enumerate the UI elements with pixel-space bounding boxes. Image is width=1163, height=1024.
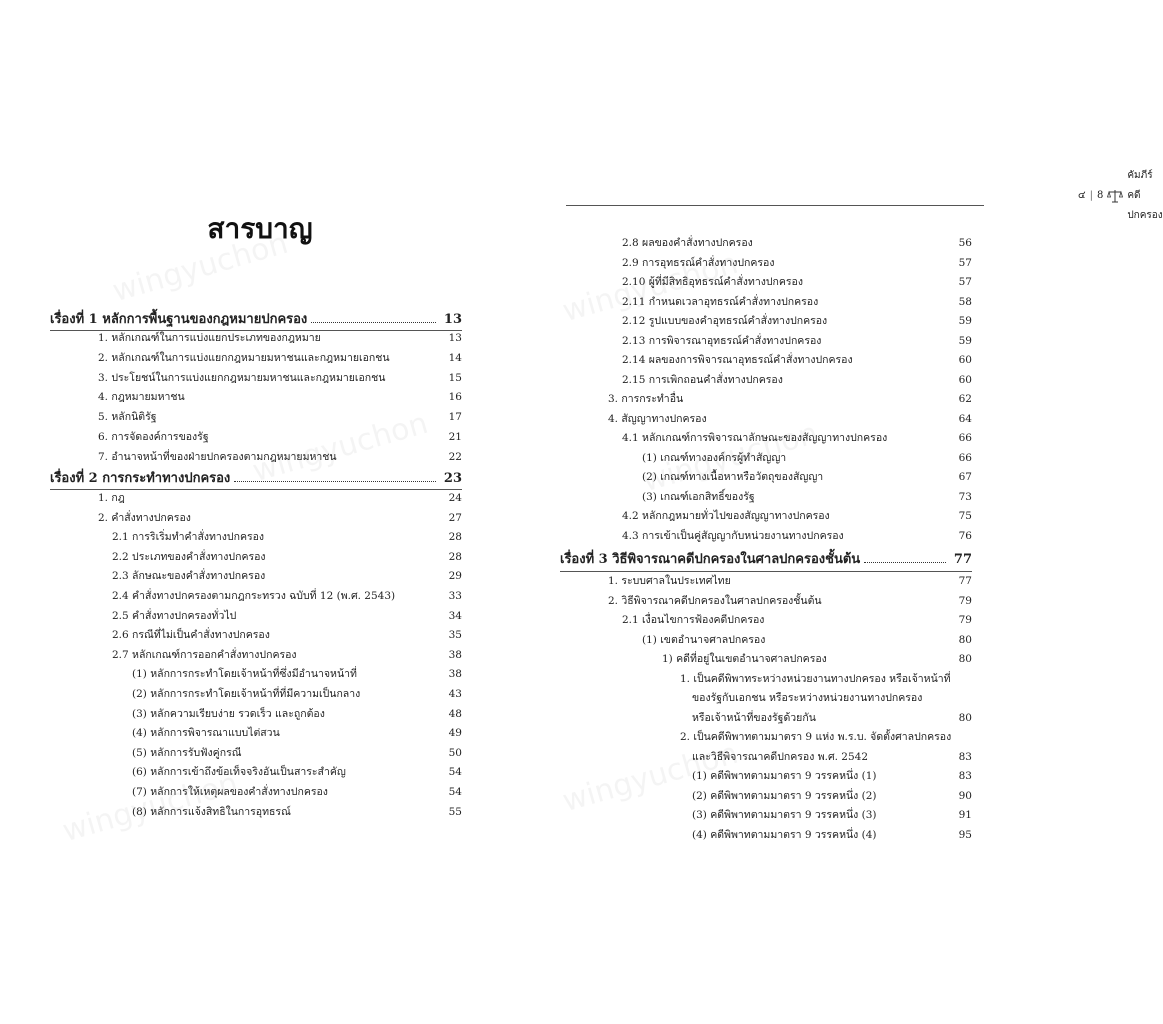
toc-entry-page: 28: [448, 531, 462, 544]
chapter-label: เรื่องที่ 2 การกระทำทางปกครอง: [50, 471, 231, 486]
chapter-label: เรื่องที่ 1 หลักการพื้นฐานของกฎหมายปกครอง: [50, 312, 308, 327]
toc-entry: [692, 688, 972, 708]
toc-entry-page: 66: [958, 451, 972, 464]
toc-entry: [692, 747, 972, 767]
toc-entry-page: 55: [448, 805, 462, 818]
toc-entry: [680, 727, 972, 747]
header-separator: |: [1089, 190, 1093, 201]
toc-entry-page: 79: [958, 614, 972, 626]
toc-entry-label: (3) คดีพิพาทตามมาตรา 9 วรรคหนึ่ง (3): [692, 809, 877, 821]
toc-entry-page: 67: [958, 471, 972, 483]
toc-entry-label: (1) เขตอำนาจศาลปกครอง: [642, 633, 766, 646]
toc-entry-label: ของรัฐกับเอกชน หรือระหว่างหน่วยงานทางปกครอง: [692, 692, 923, 704]
toc-entry-page: 14: [448, 351, 462, 364]
toc-entry: [132, 802, 462, 822]
toc-entry: [132, 762, 462, 782]
toc-entry-page: 60: [958, 373, 972, 386]
toc-entry: [98, 488, 462, 508]
toc-entry: [622, 233, 972, 253]
toc-entry-page: 16: [448, 391, 462, 404]
toc-entry-page: 50: [448, 746, 462, 759]
chapter-page: 23: [443, 471, 462, 486]
toc-entry-page: 17: [448, 411, 462, 424]
toc-entry: [642, 448, 972, 468]
toc-entry-page: 13: [448, 332, 462, 344]
right-page: [512, 0, 1163, 1024]
toc-entry: [662, 649, 972, 669]
toc-entry-label: 4.3 การเข้าเป็นคู่สัญญากับหน่วยงานทางปกครอง: [622, 529, 844, 542]
dot-leader: [311, 322, 436, 323]
toc-entry-label: 2.1 การริเริ่มทำคำสั่งทางปกครอง: [112, 531, 265, 544]
toc-entry-label: 2.6 กรณีที่ไม่เป็นคำสั่งทางปกครอง: [112, 629, 270, 642]
toc-entry: [692, 708, 972, 728]
toc-entry-page: 59: [958, 334, 972, 347]
toc-entry-label: 1. กฎ: [98, 492, 125, 504]
toc-entry: [622, 311, 972, 331]
toc-entry: [692, 786, 972, 806]
toc-entry: [98, 427, 462, 447]
toc-entry: [98, 407, 462, 427]
toc-entry-label: 2.1 เงื่อนไขการฟ้องคดีปกครอง: [622, 614, 765, 626]
toc-entry-page: 35: [448, 629, 462, 642]
toc-entry-page: 29: [448, 570, 462, 583]
toc-entry: [692, 825, 972, 845]
toc-entry: [98, 508, 462, 528]
toc-entry-label: 1. หลักเกณฑ์ในการแบ่งแยกประเภทของกฎหมาย: [98, 332, 321, 344]
toc-entry-label: (1) หลักการกระทำโดยเจ้าหน้าที่ซึ่งมีอำนาจหน้าที่: [132, 668, 357, 681]
toc-entry-page: 59: [958, 315, 972, 327]
toc-entry-page: 83: [958, 750, 972, 763]
toc-entry-label: 3. การกระทำอื่น: [608, 393, 684, 405]
toc-entry-label: 5. หลักนิติรัฐ: [98, 411, 157, 424]
toc-entry: [642, 487, 972, 507]
toc-entry-label: 6. การจัดองค์การของรัฐ: [98, 431, 209, 443]
toc-entry-page: 76: [958, 529, 972, 542]
toc-entry-page: 24: [448, 492, 462, 504]
running-header: [1078, 170, 1163, 221]
toc-entry: [608, 591, 972, 611]
chapter-page: 13: [443, 312, 462, 327]
toc-entry-page: 54: [448, 786, 462, 798]
toc-entry: [622, 253, 972, 273]
dot-leader: [864, 562, 946, 563]
toc-entry-label: 2.10 ผู้ที่มีสิทธิอุทธรณ์คำสั่งทางปกครอง: [622, 276, 803, 288]
toc-entry: [622, 506, 972, 526]
toc-entry: [98, 328, 462, 348]
header-page-thai: ๔: [1078, 190, 1086, 201]
left-page: [0, 0, 512, 1024]
toc-entry: [680, 669, 972, 689]
toc-entry: [112, 527, 462, 547]
toc-entry-label: 7. อำนาจหน้าที่ของฝ่ายปกครองตามกฎหมายมหาชน: [98, 450, 337, 463]
toc-entry-label: (6) หลักการเข้าถึงข้อเท็จจริงอันเป็นสาระสำคัญ: [132, 766, 346, 779]
toc-entry: [98, 447, 462, 467]
toc-entry-page: 91: [958, 809, 972, 821]
toc-entry-page: 15: [448, 371, 462, 384]
toc-entry-label: 2.8 ผลของคำสั่งทางปกครอง: [622, 237, 753, 249]
toc-entry-label: (3) หลักความเรียบง่าย รวดเร็ว และถูกต้อง: [132, 707, 325, 720]
toc-entry-label: 1. เป็นคดีพิพาทระหว่างหน่วยงานทางปกครอง หรือเจ้าหน้าที่: [680, 672, 951, 685]
toc-entry: [132, 664, 462, 684]
chapter-label: เรื่องที่ 3 วิธีพิจารณาคดีปกครองในศาลปกครองชั้นต้น: [560, 552, 861, 567]
toc-entry-page: 28: [448, 550, 462, 563]
toc-entry-page: 64: [958, 412, 972, 425]
toc-entry-label: (5) หลักการรับฟังคู่กรณี: [132, 746, 242, 759]
toc-entry-label: 2.2 ประเภทของคำสั่งทางปกครอง: [112, 550, 266, 563]
toc-entry-page: 43: [448, 688, 462, 700]
toc-entry-label: 2. เป็นคดีพิพาทตามมาตรา 9 แห่ง พ.ร.บ. จัดตั้งศาลปกครอง: [680, 731, 952, 743]
toc-entry-page: 83: [958, 770, 972, 782]
toc-entry: [608, 389, 972, 409]
toc-entry-label: 2.13 การพิจารณาอุทธรณ์คำสั่งทางปกครอง: [622, 334, 822, 347]
toc-entry-label: (8) หลักการแจ้งสิทธิในการอุทธรณ์: [132, 805, 291, 818]
toc-entry: [132, 782, 462, 802]
toc-entry-page: 27: [448, 511, 462, 524]
toc-entry-page: 38: [448, 668, 462, 681]
toc-entry-page: 77: [958, 575, 972, 587]
toc-entry-label: 2.7 หลักเกณฑ์การออกคำสั่งทางปกครอง: [112, 648, 297, 661]
toc-entry-label: หรือเจ้าหน้าที่ของรัฐด้วยกัน: [692, 711, 816, 724]
toc-entry-label: 2.9 การอุทธรณ์คำสั่งทางปกครอง: [622, 256, 775, 269]
header-page-number: 8: [1096, 190, 1104, 201]
toc-entry: [622, 526, 972, 546]
toc-entry-label: 2.4 คำสั่งทางปกครองตามกฎกระทรวง ฉบับที่ 12 (พ.ศ. 2543): [112, 590, 396, 602]
toc-entry-page: 60: [958, 354, 972, 366]
header-book-title: คัมภีร์คดีปกครอง: [1127, 170, 1163, 221]
toc-entry-label: (2) คดีพิพาทตามมาตรา 9 วรรคหนึ่ง (2): [692, 789, 877, 802]
toc-entry-page: 49: [448, 727, 462, 740]
toc-entry: [622, 272, 972, 292]
toc-entry-label: (1) คดีพิพาทตามมาตรา 9 วรรคหนึ่ง (1): [692, 770, 877, 782]
toc-entry-label: 4.1 หลักเกณฑ์การพิจารณาลักษณะของสัญญาทางปกครอง: [622, 432, 888, 444]
toc-entry-label: 2. คำสั่งทางปกครอง: [98, 511, 191, 524]
toc-entry-page: 80: [958, 653, 972, 665]
chapter-heading: [560, 548, 972, 572]
toc-entry: [98, 387, 462, 407]
toc-entry: [622, 610, 972, 630]
toc-entry-page: 57: [958, 256, 972, 269]
toc-entry: [622, 350, 972, 370]
toc-entry: [132, 723, 462, 743]
toc-entry: [98, 368, 462, 388]
toc-entry-label: 2. วิธีพิจารณาคดีปกครองในศาลปกครองชั้นต้น: [608, 594, 822, 607]
toc-entry: [642, 467, 972, 487]
toc-entry-label: 4. สัญญาทางปกครอง: [608, 412, 707, 425]
toc-entry-page: 90: [958, 789, 972, 802]
toc-entry-label: 2.11 กำหนดเวลาอุทธรณ์คำสั่งทางปกครอง: [622, 295, 819, 308]
toc-entry-page: 34: [448, 609, 462, 622]
toc-entry-label: (2) เกณฑ์ทางเนื้อหาหรือวัตถุของสัญญา: [642, 471, 824, 483]
toc-entry-page: 33: [448, 590, 462, 602]
toc-entry: [112, 645, 462, 665]
toc-entry-label: 4. กฎหมายมหาชน: [98, 391, 185, 404]
toc-entry: [622, 331, 972, 351]
toc-entry-page: 21: [448, 431, 462, 443]
toc-entry-page: 80: [958, 711, 972, 724]
toc-entry-label: (4) คดีพิพาทตามมาตรา 9 วรรคหนึ่ง (4): [692, 828, 877, 841]
toc-entry-page: 48: [448, 707, 462, 720]
toc-entry: [112, 586, 462, 606]
toc-entry-label: (4) หลักการพิจารณาแบบไต่สวน: [132, 727, 280, 740]
toc-entry-page: 62: [958, 393, 972, 405]
toc-entry: [98, 348, 462, 368]
toc-entry-label: (3) เกณฑ์เอกสิทธิ์ของรัฐ: [642, 490, 755, 503]
toc-entry: [608, 571, 972, 591]
toc-entry: [608, 409, 972, 429]
toc-entry-label: 2.5 คำสั่งทางปกครองทั่วไป: [112, 609, 237, 622]
toc-entry-page: 95: [958, 828, 972, 841]
toc-entry-label: 1) คดีที่อยู่ในเขตอำนาจศาลปกครอง: [662, 653, 827, 665]
toc-entry: [622, 292, 972, 312]
toc-entry: [642, 630, 972, 650]
toc-entry-page: 79: [958, 594, 972, 607]
header-rule: [566, 205, 984, 206]
toc-entry-label: 4.2 หลักกฎหมายทั่วไปของสัญญาทางปกครอง: [622, 510, 830, 522]
toc-entry-label: 1. ระบบศาลในประเทศไทย: [608, 575, 731, 587]
toc-entry-page: 75: [958, 510, 972, 522]
toc-entry: [132, 704, 462, 724]
toc-entry-label: 2.14 ผลของการพิจารณาอุทธรณ์คำสั่งทางปกครอง: [622, 354, 853, 366]
toc-entry-label: 2.12 รูปแบบของคำอุทธรณ์คำสั่งทางปกครอง: [622, 315, 828, 327]
toc-entry: [112, 625, 462, 645]
toc-entry: [112, 606, 462, 626]
toc-entry-label: 2. หลักเกณฑ์ในการแบ่งแยกกฎหมายมหาชนและกฎหมายเอกชน: [98, 351, 390, 364]
toc-entry: [112, 566, 462, 586]
toc-entry: [132, 684, 462, 704]
toc-entry-page: 38: [448, 648, 462, 661]
toc-entry-label: 2.15 การเพิกถอนคำสั่งทางปกครอง: [622, 373, 783, 386]
toc-entry-label: (1) เกณฑ์ทางองค์กรผู้ทำสัญญา: [642, 451, 787, 464]
toc-entry-label: 3. ประโยชน์ในการแบ่งแยกกฎหมายมหาชนและกฎหมายเอกชน: [98, 371, 386, 384]
toc-entry-page: 80: [958, 633, 972, 646]
toc-entry: [692, 766, 972, 786]
dot-leader: [234, 481, 436, 482]
toc-entry-page: 57: [958, 276, 972, 288]
toc-entry: [692, 805, 972, 825]
toc-entry-page: 58: [958, 295, 972, 308]
toc-entry: [622, 428, 972, 448]
toc-entry-page: 73: [958, 490, 972, 503]
toc-entry: [132, 743, 462, 763]
toc-entry-page: 22: [448, 450, 462, 463]
page-title: สารบาญ: [207, 212, 313, 245]
toc-entry-page: 66: [958, 432, 972, 444]
toc-entry-page: 54: [448, 766, 462, 779]
chapter-page: 77: [953, 552, 972, 567]
toc-entry-page: 56: [958, 237, 972, 249]
toc-entry-label: 2.3 ลักษณะของคำสั่งทางปกครอง: [112, 570, 266, 583]
toc-entry-label: (7) หลักการให้เหตุผลของคำสั่งทางปกครอง: [132, 786, 328, 798]
toc-entry-label: (2) หลักการกระทำโดยเจ้าหน้าที่ที่มีความเป็นกลาง: [132, 688, 361, 700]
scales-icon: [1107, 189, 1123, 203]
toc-entry-label: และวิธีพิจารณาคดีปกครอง พ.ศ. 2542: [692, 750, 869, 763]
toc-entry: [622, 370, 972, 390]
toc-entry: [112, 547, 462, 567]
